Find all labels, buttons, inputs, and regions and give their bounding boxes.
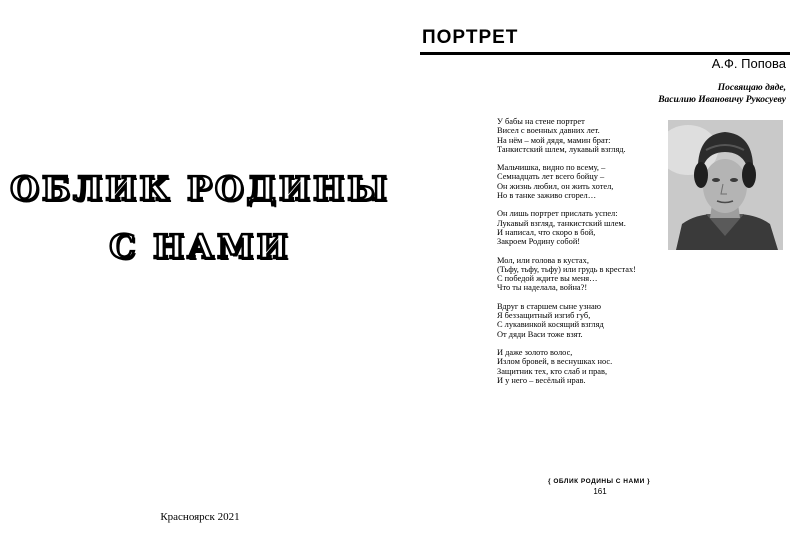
section-title: ПОРТРЕТ: [422, 27, 519, 48]
verse-line: Танкистский шлем, лукавый взгляд.: [497, 144, 626, 154]
verse-line: Закроем Родину собой!: [497, 237, 581, 247]
portrait-photo: [668, 120, 783, 250]
poem-stanza: [497, 117, 682, 154]
book-title-line: С НАМИ: [109, 227, 291, 266]
verse-line: Мол, или голова в кустах,: [497, 255, 589, 265]
poem-stanza: [497, 348, 682, 385]
verse-line: (Тьфу, тьфу, тьфу) или грудь в крестах!: [497, 264, 636, 274]
verse-line: Я беззащитный изгиб губ,: [497, 311, 591, 321]
verse-line: Лукавый взгляд, танкистский шлем.: [497, 218, 626, 228]
poem-stanza: [497, 209, 682, 246]
verse-line: Вдруг в старшем сыне узнаю: [497, 301, 602, 311]
right-page: [400, 0, 800, 542]
poem-stanza: [497, 163, 682, 200]
imprint: Красноярск 2021: [160, 511, 240, 523]
title-rule: [420, 52, 790, 55]
verse-line: На нём – мой дядя, мамин брат:: [497, 135, 611, 145]
poem: [497, 117, 682, 394]
verse-line: И даже золото волос,: [497, 347, 573, 357]
verse-line: Излом бровей, в веснушках нос.: [497, 357, 613, 367]
book-title: [0, 160, 400, 276]
footer-book-label: { ОБЛИК РОДИНЫ С НАМИ }: [548, 478, 651, 485]
verse-line: Защитник тех, кто слаб и прав,: [497, 366, 608, 376]
verse-line: Но в танке заживо сгорел…: [497, 191, 597, 201]
verse-line: У бабы на стене портрет: [497, 117, 585, 126]
portrait-illustration: [668, 120, 783, 250]
poem-stanza: [497, 256, 682, 293]
dedication-line: Василию Ивановичу Рукосуеву: [658, 95, 786, 105]
book-title-line: ОБЛИК РОДИНЫ: [10, 169, 390, 208]
verse-line: Семнадцать лет всего бойцу –: [497, 172, 605, 182]
verse-line: И у него – весёлый нрав.: [497, 375, 586, 385]
verse-line: Висел с военных давних лет.: [497, 126, 600, 136]
poem-stanza: [497, 302, 682, 339]
page-number: 161: [593, 487, 607, 496]
author-name: А.Ф. Попова: [711, 56, 786, 71]
verse-line: Что ты наделала, война?!: [497, 283, 588, 293]
verse-line: И написал, что скоро в бой,: [497, 227, 596, 237]
dedication-line: Посвящаю дяде,: [717, 83, 786, 93]
verse-line: Мальчишка, видно по всему, –: [497, 163, 606, 173]
verse-line: Он жизнь любил, он жить хотел,: [497, 181, 614, 191]
verse-line: Он лишь портрет прислать успел:: [497, 209, 618, 219]
verse-line: От дяди Васи тоже взят.: [497, 329, 583, 339]
verse-line: С лукавинкой косящий взгляд: [497, 320, 604, 330]
dedication: [658, 82, 786, 106]
verse-line: С победой ждите вы меня…: [497, 274, 598, 284]
